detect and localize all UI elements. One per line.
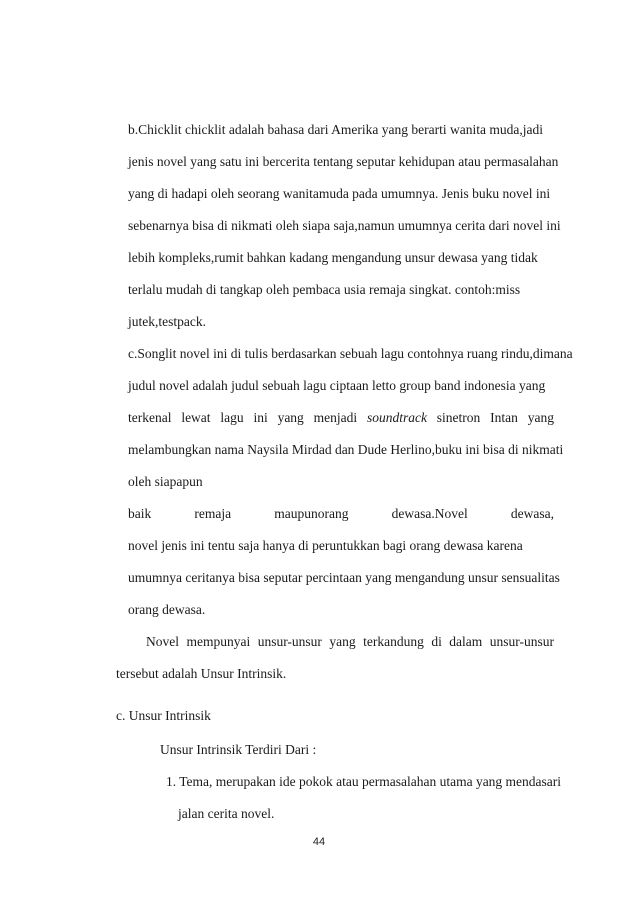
list-item-1-line-1: 1. Tema, merupakan ide pokok atau permasalahan utama yang mendasari	[166, 774, 562, 789]
word: baik	[128, 506, 152, 521]
para-b-line-4: sebenarnya bisa di nikmati oleh siapa saja,namun umumnya cerita dari novel ini	[128, 218, 561, 233]
word: ini	[253, 410, 268, 425]
word: sinetron	[436, 410, 481, 425]
word: maupunorang	[274, 506, 349, 521]
word: lagu	[220, 410, 244, 425]
section-heading: c. Unsur Intrinsik	[116, 708, 211, 723]
para-b-line-2: jenis novel yang satu ini bercerita tentang seputar kehidupan atau permasalahan	[128, 154, 559, 169]
subheading: Unsur Intrinsik Terdiri Dari :	[160, 742, 317, 757]
list-item-1-line-2: jalan cerita novel.	[178, 806, 275, 821]
para-c-line-6	[128, 506, 554, 522]
para-c-line-8: umumnya ceritanya bisa seputar percintaan yang mengandung unsur sensualitas	[128, 570, 560, 585]
word: unsur-unsur	[489, 634, 554, 649]
word: lewat	[181, 410, 211, 425]
word: yang	[527, 410, 554, 425]
word: remaja	[194, 506, 232, 521]
page-number: 44	[312, 836, 326, 848]
para-c-line-5: oleh siapapun	[128, 474, 203, 489]
word: Intan	[490, 410, 518, 425]
word: terkenal	[128, 410, 172, 425]
word: mempunyai	[186, 634, 251, 649]
para-b-line-1: b.Chicklit chicklit adalah bahasa dari Amerika yang berarti wanita muda,jadi	[128, 122, 543, 137]
para-c-line-2: judul novel adalah judul sebuah lagu ciptaan letto group band indonesia yang	[128, 378, 546, 393]
word: yang	[277, 410, 304, 425]
para-b-line-5: lebih kompleks,rumit bahkan kadang mengandung unsur dewasa yang tidak	[128, 250, 538, 265]
para-c-line-3	[128, 410, 554, 426]
word: dewasa,	[510, 506, 554, 521]
para-c-line-4: melambungkan nama Naysila Mirdad dan Dude Herlino,buku ini bisa di nikmati	[128, 442, 564, 457]
para-b-line-7: jutek,testpack.	[128, 314, 206, 329]
para-b-line-6: terlalu mudah di tangkap oleh pembaca usia remaja singkat. contoh:miss	[128, 282, 521, 297]
italic-term: soundtrack	[366, 410, 427, 425]
word: terkandung	[363, 634, 424, 649]
word: yang	[329, 634, 356, 649]
para-unsur-line-2: tersebut adalah Unsur Intrinsik.	[116, 666, 287, 681]
para-c-line-7: novel jenis ini tentu saja hanya di peruntukkan bagi orang dewasa karena	[128, 538, 523, 553]
para-unsur-line-1	[146, 634, 554, 650]
word: dalam	[449, 634, 483, 649]
word: Novel	[146, 634, 179, 649]
word: di	[431, 634, 442, 649]
para-c-line-1: c.Songlit novel ini di tulis berdasarkan sebuah lagu contohnya ruang rindu,dimana	[128, 346, 573, 361]
para-b-line-3: yang di hadapi oleh seorang wanitamuda pada umumnya. Jenis buku novel ini	[128, 186, 551, 201]
para-c-line-9: orang dewasa.	[128, 602, 206, 617]
word: unsur-unsur	[257, 634, 322, 649]
word: menjadi	[313, 410, 358, 425]
word: dewasa.Novel	[391, 506, 468, 521]
